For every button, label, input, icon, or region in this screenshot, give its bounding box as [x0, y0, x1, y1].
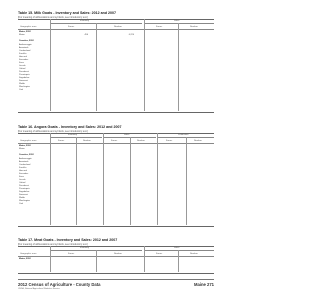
table-row-label: Somerset [19, 194, 28, 196]
table-row-label: Sagadahoc [19, 77, 30, 79]
table-17-col-header: Farms [156, 252, 163, 255]
table-15-col-divider [96, 23, 97, 111]
table-15-col-divider [144, 19, 145, 111]
table-row-label: Washington [19, 200, 30, 202]
table-15-header-rule [18, 29, 214, 30]
footer-agency: USDA, National Agricultural Statistics Service [18, 287, 60, 290]
table-16-stub-header: Geographic area [20, 139, 37, 142]
table-row-label: Counties, 2012 [19, 40, 34, 42]
footer-page-number: Maine 271 [193, 282, 214, 287]
table-15-col-divider [178, 23, 179, 111]
table-16-subtitle: [For meaning of abbreviations and symbols, see introductory text.] [18, 129, 88, 133]
table-row-label: Androscoggin [19, 43, 32, 46]
table-row-label: Knox [19, 175, 24, 178]
table-17-group-header: Sales [174, 247, 180, 249]
table-16-col-divider [50, 133, 51, 225]
table-15-col-header: Number [190, 25, 198, 28]
table-16-col-header: Farms [58, 139, 65, 142]
table-row-label: Oxford [19, 67, 26, 70]
table-row-label: Cumberland [19, 49, 31, 52]
table-15-group-rule [144, 23, 214, 24]
table-16-group-header: Sales [124, 134, 130, 136]
table-row-label: Somerset [19, 80, 28, 82]
table-16-title: Table 16. Angora Goats - Inventory and Sales: 2012 and 2007 [18, 125, 122, 129]
table-row-label: Aroostook [19, 46, 29, 49]
table-row-label: Cumberland [19, 163, 31, 166]
footer-publication-title: 2012 Census of Agriculture - County Data [18, 282, 101, 287]
table-cell: 496 [84, 34, 88, 36]
table-row-label: Lincoln [19, 178, 26, 181]
table-15-col-header: Farms [68, 25, 75, 28]
table-17-col-divider [144, 246, 145, 272]
table-row-label: Maine, 2012 [19, 258, 31, 260]
table-17-col-header: Number [114, 252, 122, 255]
table-17-title: Table 17. Meat Goats - Inventory and Sales: 2012 and 2007 [18, 238, 118, 242]
table-16-col-divider [130, 137, 131, 225]
table-row-label: Washington [19, 86, 30, 88]
table-cell: 6,224 [128, 34, 134, 36]
table-16-col-header: Number [194, 139, 202, 142]
table-17-header-rule [18, 256, 214, 257]
table-16-col-header: Farms [166, 139, 173, 142]
table-row-label: Sagadahoc [19, 191, 30, 193]
table-row-label: Oxford [19, 181, 26, 184]
table-row-label: Maine, 2012 [19, 31, 31, 33]
table-row-label: Androscoggin [19, 157, 32, 160]
table-row-label: Piscataquis [19, 74, 30, 76]
table-row-label: Lincoln [19, 64, 26, 67]
table-16-group-header: Production [178, 134, 189, 136]
table-row-label: Maine [19, 34, 25, 36]
table-row-label: Kennebec [19, 58, 29, 61]
table-row-label: Franklin [19, 166, 27, 169]
table-17-col-divider [50, 246, 51, 272]
footer-rule [18, 279, 214, 280]
table-16-col-divider [186, 137, 187, 225]
table-row-label: Knox [19, 61, 24, 64]
table-row-label: Franklin [19, 52, 27, 55]
table-row-label: Hancock [19, 55, 28, 58]
table-row-label: Penobscot [19, 71, 29, 73]
table-row-label: Maine [19, 148, 25, 150]
table-row-label: York [19, 89, 24, 91]
table-16-col-divider [103, 133, 104, 225]
table-16-col-header: Number [83, 139, 91, 142]
table-16-col-divider [157, 133, 158, 225]
table-15-title: Table 15. Milk Goats - Inventory and Sales: 2012 and 2007 [18, 11, 117, 15]
table-16-col-header: Number [137, 139, 145, 142]
table-row-label: Waldo [19, 197, 25, 199]
table-row-label: Kennebec [19, 172, 29, 175]
table-16-frame [18, 133, 214, 227]
table-15-col-header: Farms [156, 25, 163, 28]
table-15-col-header: Number [114, 25, 122, 28]
table-17-col-divider [178, 250, 179, 272]
table-15-subtitle: [For meaning of abbreviations and symbols, see introductory text.] [18, 15, 88, 19]
table-17-group-header: Inventory [80, 247, 89, 249]
table-16-col-header: Farms [111, 139, 118, 142]
table-row-label: Maine, 2012 [19, 145, 31, 147]
table-15-stub-header: Geographic area [20, 25, 37, 28]
table-15-group-header: Sales [174, 20, 180, 22]
table-row-label: Waldo [19, 83, 25, 85]
table-15-group-header: Inventory [80, 20, 89, 22]
table-17-group-rule [144, 250, 214, 251]
table-17-subtitle: [For meaning of abbreviations and symbols, see introductory text.] [18, 242, 88, 246]
table-17-col-divider [96, 250, 97, 272]
table-row-label: Aroostook [19, 160, 29, 163]
table-row-label: Penobscot [19, 185, 29, 187]
table-16-group-header: Inventory [68, 134, 77, 136]
table-17-col-header: Number [190, 252, 198, 255]
table-row-label: Counties, 2012 [19, 154, 34, 156]
table-16-col-divider [76, 137, 77, 225]
table-16-header-rule [18, 143, 214, 144]
table-row-label: Hancock [19, 169, 28, 172]
table-17-col-header: Farms [68, 252, 75, 255]
table-17-stub-header: Geographic area [20, 252, 37, 255]
table-row-label: York [19, 203, 24, 205]
table-15-col-divider [50, 19, 51, 111]
table-row-label: Piscataquis [19, 188, 30, 190]
